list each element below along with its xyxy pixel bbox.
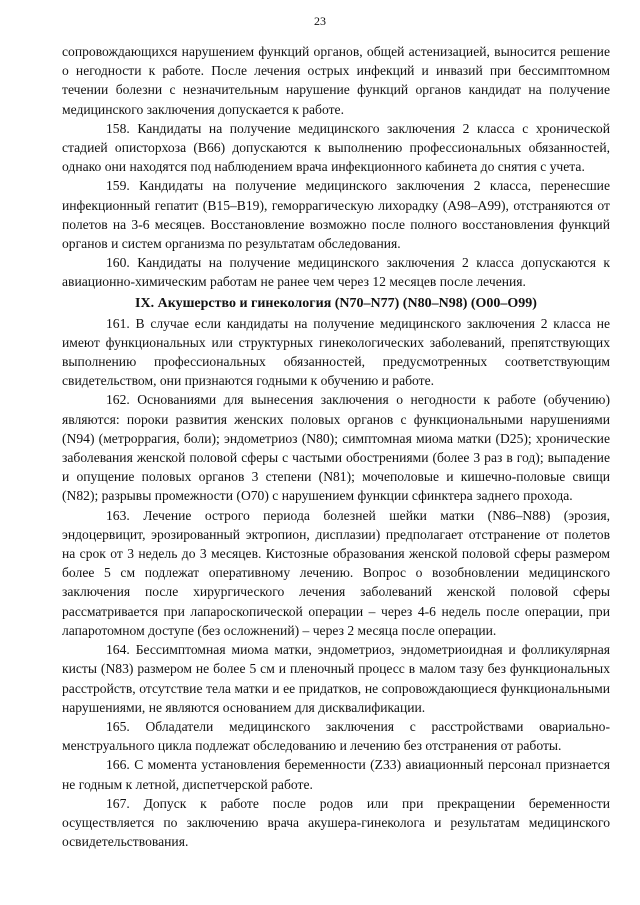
paragraph-continued: сопровождающихся нарушением функций органов, общей астенизацией, выносится решение о негодности к работе. После лечения острых инфекций и инвазий при бессимптомном течении болезни с незначительным нарушение функций органов кандидат на получение медицинского заключения допускается к работе. bbox=[62, 44, 610, 117]
page-number: 23 bbox=[314, 14, 326, 28]
section-heading-obstetrics-gynecology: IX. Акушерство и гинекология (N70–N77) (N80–N98) (O00–O99) bbox=[135, 295, 537, 311]
paragraph-166: 166. С момента установления беременности (Z33) авиационный персонал признается не годным к летной, диспетчерской работе. bbox=[62, 757, 610, 792]
paragraph-164: 164. Бессимптомная миома матки, эндометриоз, эндометриоидная и фолликулярная кисты (N83) размером не более 5 см и пленочный процесс в малом тазу без функциональных расстройств, отсутствие тела матки и ее придатков, не сопровождающиеся функциональными нарушениями, не являются основанием для дисквалификации. bbox=[62, 642, 610, 715]
document-body bbox=[62, 42, 610, 851]
paragraph-163: 163. Лечение острого периода болезней шейки матки (N86–N88) (эрозия, эндоцервицит, эрозированный эктропион, дисплазии) предполагает отстранение от полетов на срок от 3 недель до 3 месяцев. Кистозные образования женской половой сферы размером более 5 см подлежат оперативному лечению. Вопрос о возобновлении медицинского заключения после хирургического лечения заболеваний женской половой сферы рассматривается при лапароскопической операции – через 4-6 недель после операции, при лапаротомном доступе (без осложнений) – через 2 месяца после операции. bbox=[62, 507, 610, 638]
paragraph-158: 158. Кандидаты на получение медицинского заключения 2 класса с хронической стадией описторхоза (B66) допускаются к выполнению профессиональных обязанностей, однако они находятся под наблюдением врача инфекционного кабинета до снятия с учета. bbox=[62, 120, 610, 175]
paragraph-160: 160. Кандидаты на получение медицинского заключения 2 класса допускаются к авиационно-химическим работам не ранее чем через 12 месяцев после лечения. bbox=[62, 255, 610, 290]
paragraph-159: 159. Кандидаты на получение медицинского заключения 2 класса, перенесшие инфекционный гепатит (B15–B19), геморрагическую лихорадку (A98–A99), отстраняются от полетов на 3-6 месяцев. Восстановление возможно после полного восстановления функций органов и систем организма по результатам обследования. bbox=[62, 178, 610, 252]
paragraph-162: 162. Основаниями для вынесения заключения о негодности к работе (обучению) являются: пороки развития женских половых органов с функциональными нарушениями (N94) (метроррагия, боли); эндометриоз (N80); симптомная миома матки (D25); хронические заболевания женской половой сферы с частыми обострениями (более 3 раз в год); выпадение и опущение половых органов 3 степени (N81); мочеполовые и кишечно-половые свищи (N82); разрывы промежности (O70) с нарушением функции сфинктера заднего прохода. bbox=[62, 392, 610, 504]
paragraph-165: 165. Обладатели медицинского заключения с расстройствами овариально-менструального цикла подлежат обследованию и лечению без отстранения от работы. bbox=[62, 718, 610, 754]
paragraph-167: 167. Допуск к работе после родов или при прекращении беременности осуществляется по заключению врача акушера-гинеколога и результатам медицинского освидетельствования. bbox=[62, 795, 610, 850]
paragraph-161: 161. В случае если кандидаты на получение медицинского заключения 2 класса не имеют функциональных или структурных гинекологических заболеваний, препятствующих выполнению профессиональных обязанностей, предусмотренных соответствующим свидетельством, они признаются годными к обучению и работе. bbox=[62, 315, 610, 389]
